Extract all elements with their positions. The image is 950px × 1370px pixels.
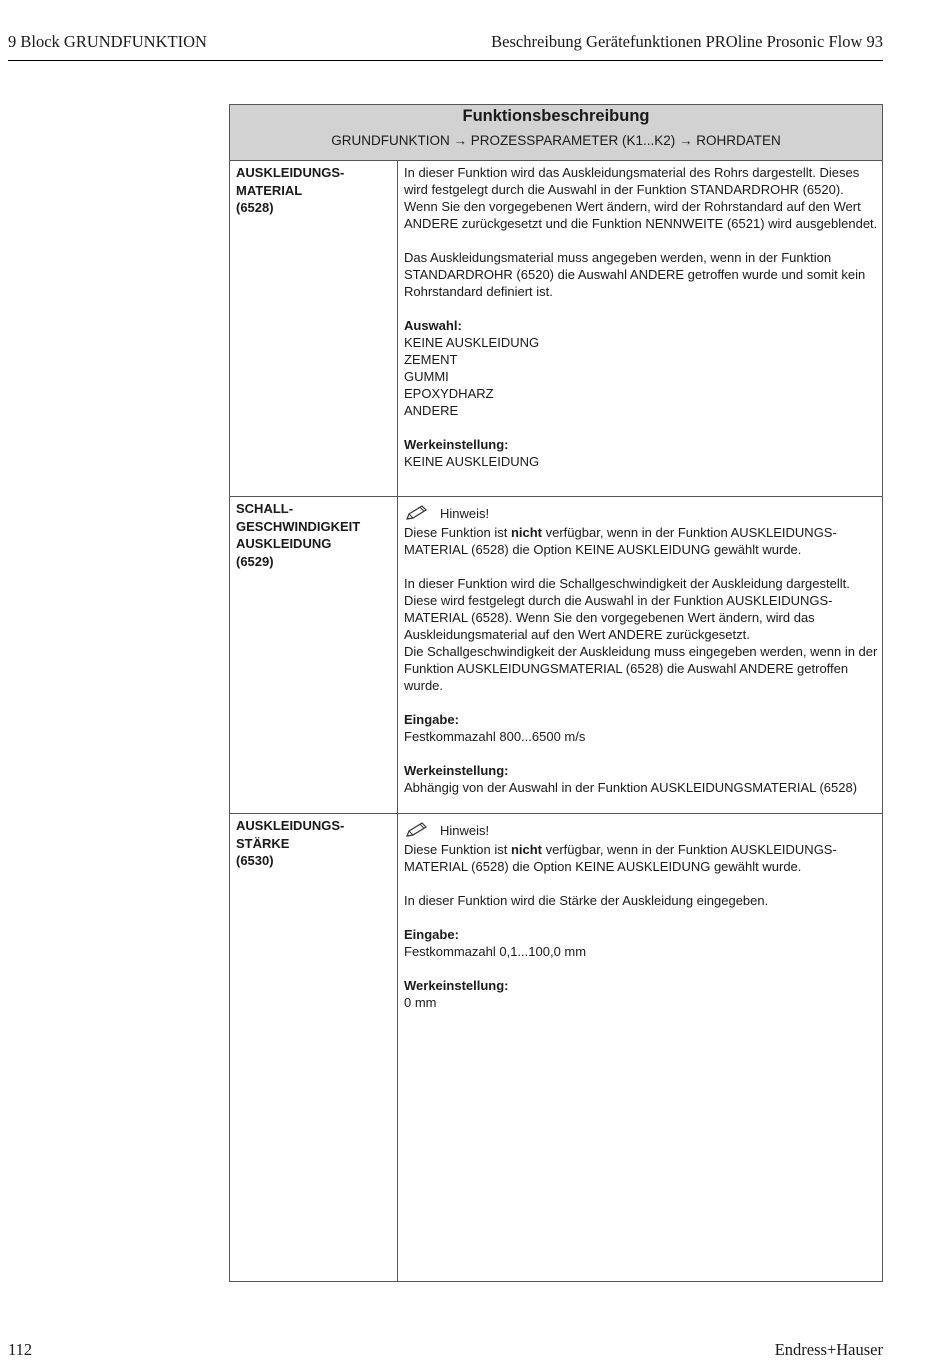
table-title: Funktionsbeschreibung [462, 107, 650, 125]
input-heading: Eingabe: [404, 927, 459, 942]
note-header [404, 819, 878, 841]
note-label: Hinweis! [440, 505, 490, 521]
note-text-start: Diese Funktion ist [404, 842, 511, 857]
selection-heading: Auswahl: [404, 318, 462, 333]
function-label-cell [230, 813, 398, 1281]
table-row [230, 813, 882, 1281]
document-title: Beschreibung Gerätefunktionen PROline Prosonic Flow 93 [491, 32, 883, 51]
note-text [404, 524, 878, 558]
note-label: Hinweis! [440, 822, 490, 838]
table-header [230, 105, 882, 161]
function-label: AUSKLEIDUNGS- MATERIAL (6528) [236, 165, 345, 215]
note-text [404, 841, 878, 875]
default-block [404, 977, 878, 1011]
function-label: SCHALL- GESCHWINDIGKEIT AUSKLEIDUNG (6529) [236, 501, 361, 569]
selection-block [404, 317, 878, 419]
note-text-end: verfügbar, wenn in der Funktion AUSKLEIDUNGS-MATERIAL (6528) die Option KEINE AUSKLEIDUNG gewählt wurde. [404, 842, 837, 874]
option-item: GUMMI [404, 369, 449, 384]
option-item: KEINE AUSKLEIDUNG [404, 335, 540, 350]
menu-path: GRUNDFUNKTION → PROZESSPARAMETER (K1...K2) → ROHRDATEN [331, 133, 781, 148]
description-paragraph: Das Auskleidungsmaterial muss angegeben werden, wenn in der Funktion STANDARDROHR (6520) die Auswahl ANDERE getroffen wurde und somit kein Rohrstandard definiert ist. [404, 250, 866, 299]
function-label-cell [230, 160, 398, 496]
pencil-note-icon [404, 504, 430, 522]
function-description [404, 500, 878, 796]
note-emphasis: nicht [510, 842, 542, 857]
note-text-start: Diese Funktion ist [404, 525, 511, 540]
option-item: ZEMENT [404, 352, 458, 367]
function-label: AUSKLEIDUNGS- STÄRKE (6530) [236, 818, 345, 868]
default-value: Abhängig von der Auswahl in der Funktion AUSKLEIDUNGSMATERIAL (6528) [404, 780, 858, 795]
default-heading: Werkeinstellung: [404, 437, 509, 452]
default-block [404, 762, 878, 796]
default-value: KEINE AUSKLEIDUNG [404, 454, 540, 469]
page-number: 112 [8, 1340, 33, 1359]
input-value: Festkommazahl 800...6500 m/s [404, 729, 586, 744]
brand-name: Endress+Hauser [774, 1340, 883, 1359]
description-paragraph: Die Schallgeschwindigkeit der Auskleidung muss eingegeben werden, wenn in der Funktion AUSKLEIDUNGSMATERIAL (6528) die Auswahl ANDERE getroffen wurde. [404, 644, 878, 693]
function-description [404, 817, 878, 1011]
description-paragraph: In dieser Funktion wird das Auskleidungsmaterial des Rohrs dargestellt. Dieses wird festgelegt durch die Auswahl in der Funktion STANDARDROHR (6520). Wenn Sie den vorgegebenen Wert ändern, wird der Rohrstandard auf den Wert ANDERE zurückgesetzt und die Funktion NENNWEITE (6521) wird ausgeblendet. [404, 165, 878, 231]
default-block [404, 436, 878, 470]
note-emphasis: nicht [510, 525, 542, 540]
input-heading: Eingabe: [404, 712, 459, 727]
input-value: Festkommazahl 0,1...100,0 mm [404, 944, 587, 959]
description-paragraph: In dieser Funktion wird die Schallgeschwindigkeit der Auskleidung dargestellt. Diese wird festgelegt durch die Auswahl in der Funktion AUSKLEIDUNGS-MATERIAL (6528). Wenn Sie den vorgegebenen Wert ändern, wird das Auskleidungsmaterial auf den Wert ANDERE zurückgesetzt. [404, 576, 850, 642]
function-description [404, 164, 878, 470]
input-block [404, 711, 878, 745]
pencil-note-icon [404, 821, 430, 839]
description-paragraph: In dieser Funktion wird die Stärke der Auskleidung eingegeben. [404, 893, 769, 908]
option-item: ANDERE [404, 403, 459, 418]
function-label-cell [230, 496, 398, 813]
page-header [8, 32, 883, 61]
default-value: 0 mm [404, 995, 437, 1010]
chapter-title: 9 Block GRUNDFUNKTION [8, 32, 207, 51]
table-row [230, 160, 882, 497]
note-header [404, 502, 878, 524]
input-block [404, 926, 878, 960]
option-item: EPOXYDHARZ [404, 386, 494, 401]
default-heading: Werkeinstellung: [404, 763, 509, 778]
note-text-end: verfügbar, wenn in der Funktion AUSKLEIDUNGS-MATERIAL (6528) die Option KEINE AUSKLEIDUNG gewählt wurde. [404, 525, 837, 557]
function-description-table [229, 104, 883, 1282]
default-heading: Werkeinstellung: [404, 978, 509, 993]
table-row [230, 496, 882, 814]
